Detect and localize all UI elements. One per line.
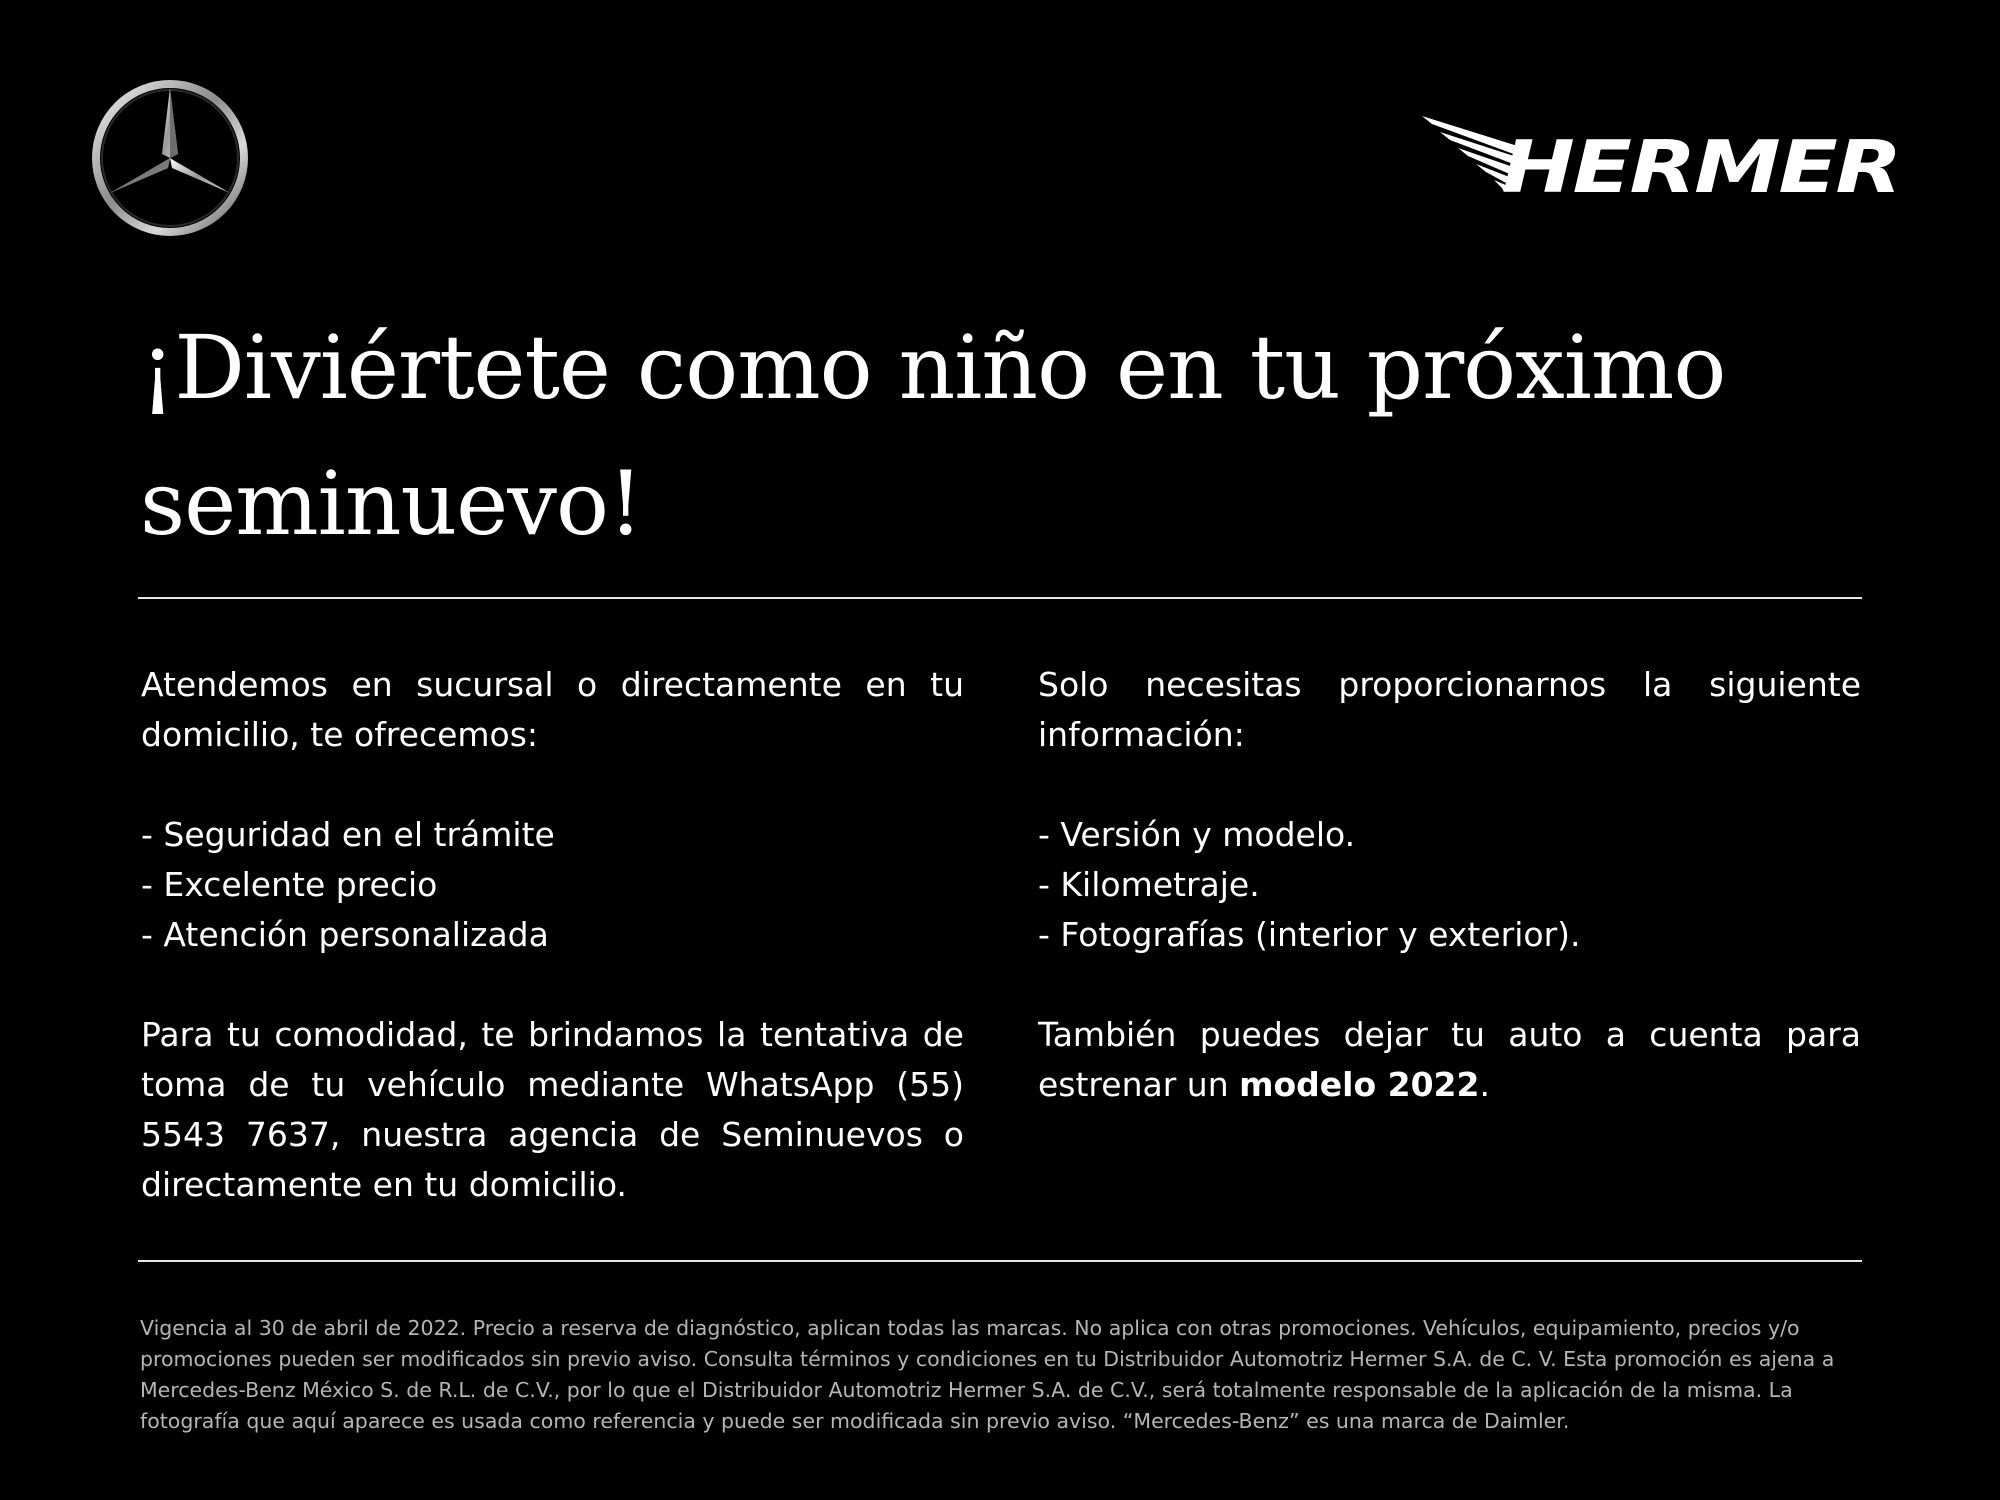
left-column [141, 660, 964, 1210]
legal-disclaimer: Vigencia al 30 de abril de 2022. Precio a reserva de diagnóstico, aplican todas las marcas. No aplica con otras promociones. Vehículos, equipamiento, precios y/o promociones pueden ser modificados sin previo aviso. Consulta términos y condiciones en tu Distribuidor Automotriz Hermer S.A. de C. V. Esta promoción es ajena a Mercedes-Benz México S. de R.L. de C.V., por lo que el Distribuidor Automotriz Hermer S.A. de C.V., será totalmente responsable de la aplicación de la misma. La fotografía que aquí aparece es usada como referencia y puede ser modificada sin previo aviso. “Mercedes-Benz” es una marca de Daimler. [140, 1316, 1835, 1433]
spacer [1038, 960, 1861, 1010]
right-intro: Solo necesitas proporcionarnos la siguiente información: [1038, 665, 1861, 754]
right-closing [1038, 1010, 1861, 1110]
spacer [1038, 760, 1861, 810]
list-item: - Excelente precio [141, 865, 438, 904]
hermer-logo [1420, 112, 1910, 202]
list-item: - Versión y modelo. [1038, 815, 1356, 854]
list-item: - Fotografías (interior y exterior). [1038, 915, 1581, 954]
list-item: - Atención personalizada [141, 915, 549, 954]
left-intro: Atendemos en sucursal o directamente en tu domicilio, te ofrecemos: [141, 665, 964, 754]
bottom-divider [138, 1260, 1862, 1262]
hermer-logo-text: HERMER [1502, 125, 1900, 202]
spacer [141, 960, 964, 1010]
right-column [1038, 660, 1861, 1110]
requirements-list [1038, 810, 1861, 960]
left-paragraph: Para tu comodidad, te brindamos la tentativa de toma de tu vehículo mediante WhatsApp (55) 5543 7637, nuestra agencia de Seminuevos o directamente en tu domicilio. [141, 1015, 964, 1204]
closing-text: También puedes dejar tu auto a cuenta para estrenar un [1038, 1015, 1861, 1104]
spacer [141, 760, 964, 810]
benefits-list [141, 810, 964, 960]
mercedes-benz-star-icon [90, 78, 250, 238]
list-item: - Seguridad en el trámite [141, 815, 555, 854]
hermer-speed-wing-icon [1420, 112, 1910, 202]
top-divider [138, 597, 1862, 599]
closing-highlight: modelo 2022 [1239, 1065, 1480, 1104]
headline: ¡Diviértete como niño en tu próximo seminuevo! [140, 316, 1726, 555]
closing-period: . [1479, 1065, 1490, 1104]
list-item: - Kilometraje. [1038, 865, 1260, 904]
